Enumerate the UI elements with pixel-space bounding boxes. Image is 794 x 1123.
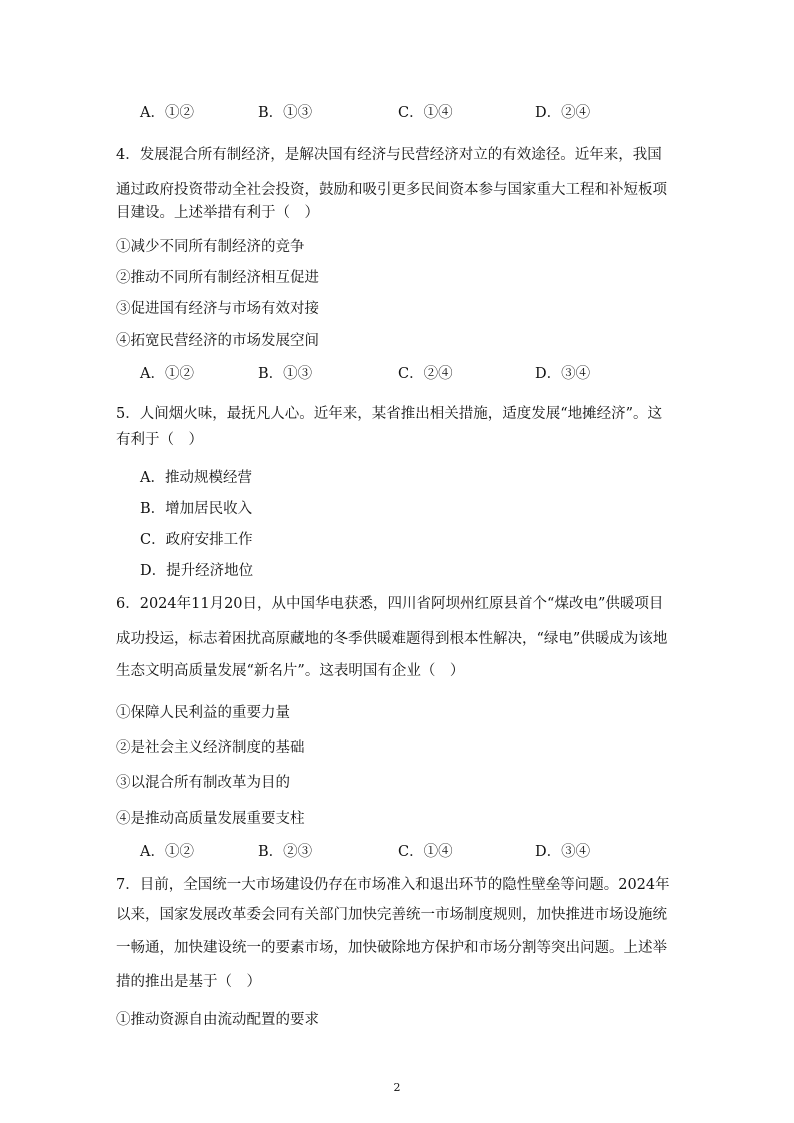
q3-option-b: B．①③ xyxy=(258,105,313,121)
q4-item-3: ③促进国有经济与市场有效对接 xyxy=(116,301,319,317)
q6-item-4: ④是推动高质量发展重要支柱 xyxy=(116,811,305,827)
q4-item-2: ②推动不同所有制经济相互促进 xyxy=(116,270,319,286)
q4-option-a: A．①② xyxy=(140,366,194,382)
q6-stem-line-2: 成功投运，标志着困扰高原藏地的冬季供暖难题得到根本性解决，“绿电”供暖成为该地 xyxy=(116,631,668,647)
q3-option-a: A．①② xyxy=(140,105,194,121)
q6-item-2: ②是社会主义经济制度的基础 xyxy=(116,740,305,756)
q6-option-c: C．①④ xyxy=(398,844,453,860)
q6-item-3: ③以混合所有制改革为目的 xyxy=(116,775,290,791)
q3-option-c: C．①④ xyxy=(398,105,453,121)
q7-stem-line-3: 一畅通，加快建设统一的要素市场，加快破除地方保护和市场分割等突出问题。上述举 xyxy=(116,940,667,956)
q6-stem-line-3: 生态文明高质量发展“新名片”。这表明国有企业（ ） xyxy=(116,663,465,679)
q6-stem-line-1: 6．2024年11月20日，从中国华电获悉，四川省阿坝州红原县首个“煤改电”供暖项目 xyxy=(116,596,664,612)
q3-option-d: D．②④ xyxy=(535,105,591,121)
q4-stem-line-3: 目建设。上述举措有利于（ ） xyxy=(116,205,319,221)
q5-stem-line-2: 有利于（ ） xyxy=(116,432,203,448)
page-number: 2 xyxy=(393,1081,401,1094)
q5-stem-line-1: 5．人间烟火味，最抚凡人心。近年来，某省推出相关措施，适度发展“地摊经济”。这 xyxy=(116,406,663,422)
q4-option-c: C．②④ xyxy=(398,366,453,382)
q5-option-d: D．提升经济地位 xyxy=(140,563,254,579)
q5-option-c: C．政府安排工作 xyxy=(140,532,253,548)
q7-stem-line-4: 措的推出是基于（ ） xyxy=(116,974,261,990)
q5-option-b: B．增加居民收入 xyxy=(140,501,253,517)
q4-option-d: D．③④ xyxy=(535,366,591,382)
q6-option-d: D．③④ xyxy=(535,844,591,860)
q4-option-b: B．①③ xyxy=(258,366,313,382)
q4-stem-line-2: 通过政府投资带动全社会投资，鼓励和吸引更多民间资本参与国家重大工程和补短板项 xyxy=(116,182,667,198)
q7-stem-line-2: 以来，国家发展改革委会同有关部门加快完善统一市场制度规则，加快推进市场设施统 xyxy=(116,907,667,923)
q4-stem-line-1: 4．发展混合所有制经济，是解决国有经济与民营经济对立的有效途径。近年来，我国 xyxy=(116,147,662,163)
q6-item-1: ①保障人民利益的重要力量 xyxy=(116,705,290,721)
q4-item-1: ①减少不同所有制经济的竞争 xyxy=(116,239,305,255)
q4-item-4: ④拓宽民营经济的市场发展空间 xyxy=(116,333,319,349)
q6-option-a: A．①② xyxy=(140,844,194,860)
q6-option-b: B．②③ xyxy=(258,844,313,860)
q7-stem-line-1: 7．目前，全国统一大市场建设仍存在市场准入和退出环节的隐性壁垒等问题。2024年 xyxy=(116,877,670,893)
q7-item-1: ①推动资源自由流动配置的要求 xyxy=(116,1012,319,1028)
q5-option-a: A．推动规模经营 xyxy=(140,470,252,486)
